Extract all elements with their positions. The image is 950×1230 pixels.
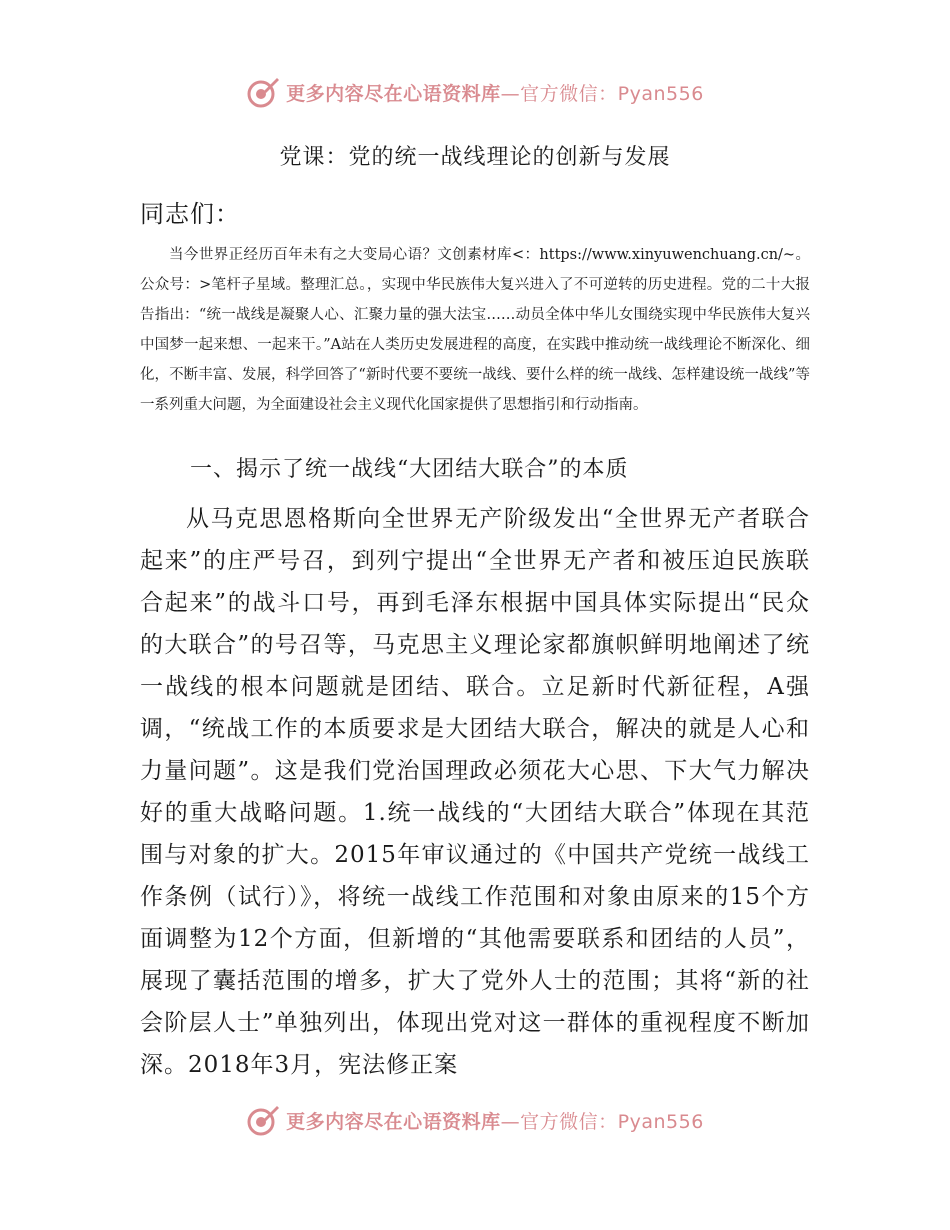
pen-logo-icon	[246, 75, 280, 109]
body-paragraph: 从马克思恩格斯向全世界无产阶级发出“全世界无产者联合起来”的庄严号召，到列宁提出“全世界无产者和被压迫民族联合起来”的战斗口号，再到毛泽东根据中国具体实际提出“民众的大联合”的号召等，马克思主义理论家都旗帜鲜明地阐述了统一战线的根本问题就是团结、联合。立足新时代新征程，A强调，“统战工作的本质要求是大团结大联合，解决的就是人心和力量问题”。这是我们党治国理政必须花大心思、下大气力解决好的重大战略问题。1.统一战线的“大团结大联合”体现在其范围与对象的扩大。2015年审议通过的《中国共产党统一战线工作条例（试行）》，将统一战线工作范围和对象由原来的15个方面调整为12个方面，但新增的“其他需要联系和团结的人员”，展现了囊括范围的增多，扩大了党外人士的范围；其将“新的社会阶层人士”单独列出，体现出党对这一群体的重视程度不断加深。2018年3月，宪法修正案	[140, 506, 810, 1078]
pen-logo-icon	[246, 1103, 280, 1137]
section-heading: 一、揭示了统一战线“大团结大联合”的本质	[190, 457, 629, 482]
watermark-text: 更多内容尽在心语资料库—官方微信：Pyan556	[286, 1110, 704, 1133]
watermark-banner-bottom	[0, 1100, 950, 1140]
salutation: 同志们：	[140, 200, 240, 228]
watermark-text: 更多内容尽在心语资料库—官方微信：Pyan556	[286, 82, 704, 105]
document-title: 党课：党的统一战线理论的创新与发展	[279, 145, 671, 170]
intro-paragraph: 当今世界正经历百年未有之大变局心语？文创素材库<：https://www.xinyuwenchuang.cn/~。公众号：>笔杆子星域。整理汇总。，实现中华民族伟大复兴进入了不可逆转的历史进程。党的二十大报告指出：“统一战线是凝聚人心、汇聚力量的强大法宝……动员全体中华儿女围绕实现中华民族伟大复兴中国梦一起来想、一起来干。”A站在人类历史发展进程的高度，在实践中推动统一战线理论不断深化、细化，不断丰富、发展，科学回答了“新时代要不要统一战线、要什么样的统一战线、怎样建设统一战线”等一系列重大问题，为全面建设社会主义现代化国家提供了思想指引和行动指南。	[140, 247, 810, 413]
watermark-banner-top	[0, 72, 950, 112]
